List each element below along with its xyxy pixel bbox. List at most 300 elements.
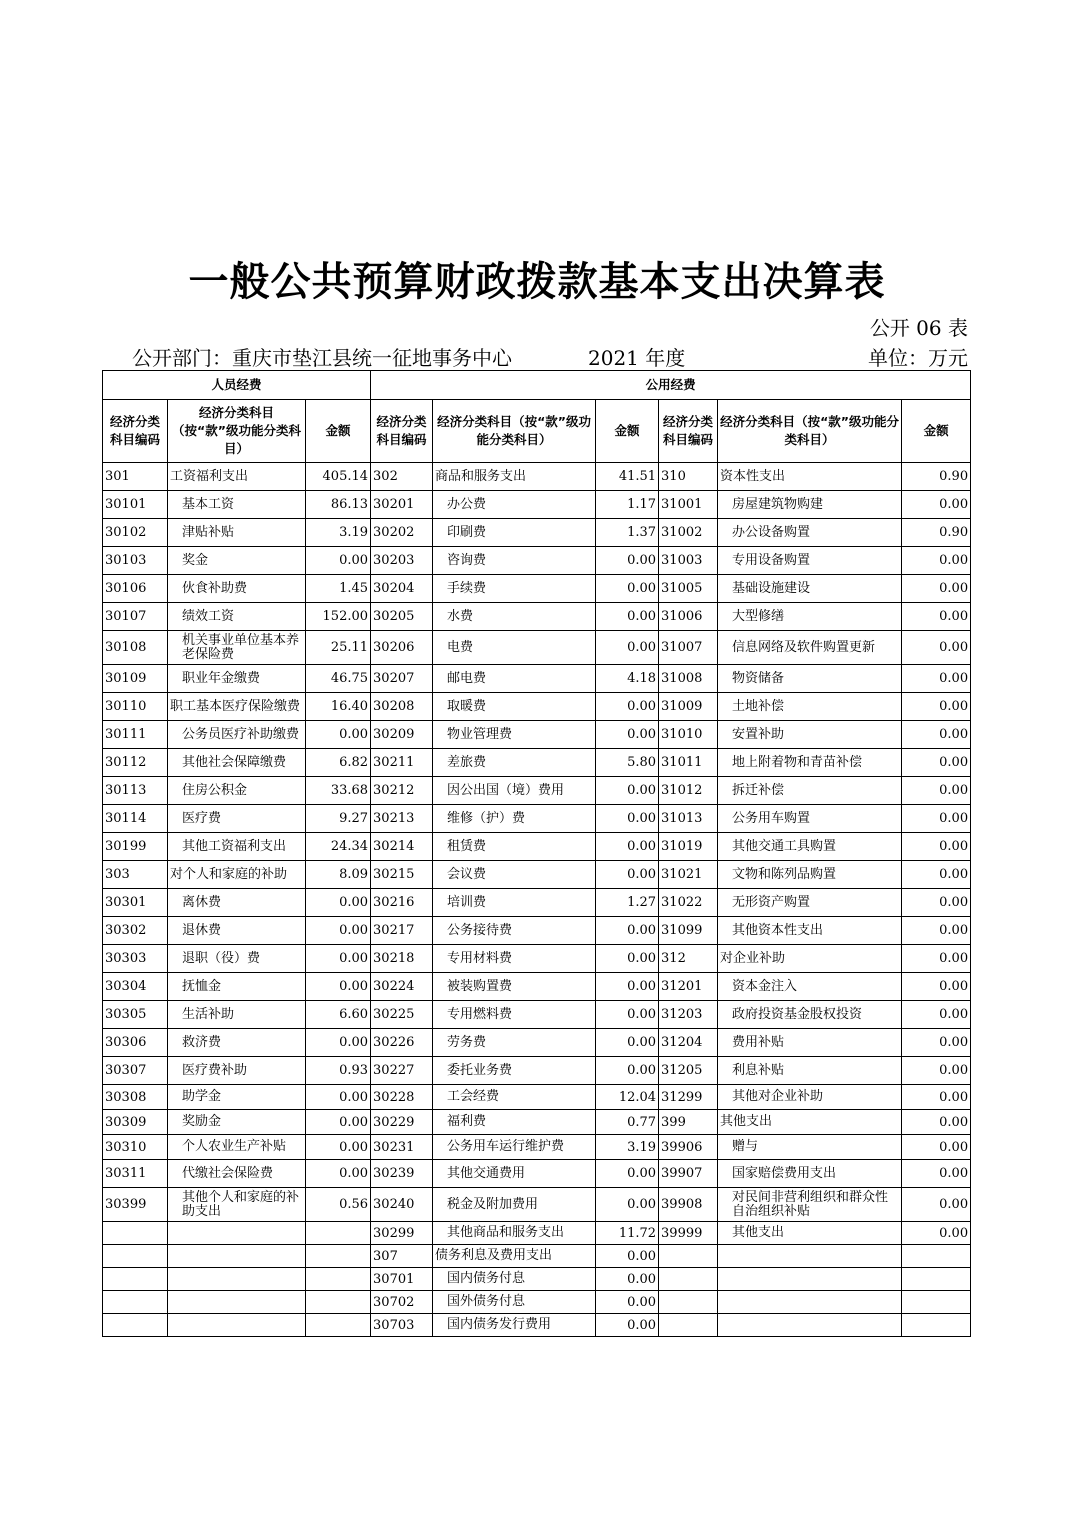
amount-cell: 0.00 [902, 805, 971, 833]
amount-cell: 0.00 [596, 631, 659, 665]
item-name-cell: 其他交通费用 [433, 1160, 596, 1188]
item-name-cell: 被装购置费 [433, 973, 596, 1001]
item-name-cell: 公务用车运行维护费 [433, 1135, 596, 1160]
code-cell: 301 [103, 463, 168, 491]
amount-cell: 0.00 [306, 721, 371, 749]
amount-cell: 0.93 [306, 1057, 371, 1085]
amount-cell: 0.00 [902, 721, 971, 749]
amount-cell: 0.00 [596, 1291, 659, 1314]
table-row [103, 917, 971, 945]
amount-cell: 0.00 [306, 973, 371, 1001]
col-header-amount: 金额 [306, 400, 371, 463]
item-name-cell: 土地补偿 [718, 693, 902, 721]
item-name-cell: 国内债务付息 [433, 1268, 596, 1291]
table-row [103, 1291, 971, 1314]
amount-cell: 0.00 [902, 547, 971, 575]
item-name-cell: 信息网络及软件购置更新 [718, 631, 902, 665]
item-name-cell: 对企业补助 [718, 945, 902, 973]
table-row [103, 1001, 971, 1029]
item-name-cell [718, 1268, 902, 1291]
amount-cell: 0.00 [596, 603, 659, 631]
item-name-cell: 其他工资福利支出 [168, 833, 306, 861]
amount-cell: 9.27 [306, 805, 371, 833]
code-cell: 30231 [371, 1135, 433, 1160]
code-cell: 30216 [371, 889, 433, 917]
item-name-cell: 大型修缮 [718, 603, 902, 631]
item-name-cell: 奖励金 [168, 1110, 306, 1135]
amount-cell: 25.11 [306, 631, 371, 665]
amount-cell: 3.19 [306, 519, 371, 547]
item-name-cell [168, 1291, 306, 1314]
code-cell: 31002 [659, 519, 718, 547]
amount-cell: 0.00 [306, 945, 371, 973]
amount-cell [306, 1268, 371, 1291]
item-name-cell: 其他支出 [718, 1222, 902, 1245]
item-name-cell: 个人农业生产补贴 [168, 1135, 306, 1160]
item-name-cell: 物资储备 [718, 665, 902, 693]
code-cell: 30201 [371, 491, 433, 519]
table-row [103, 1135, 971, 1160]
table-row [103, 575, 971, 603]
code-cell: 30311 [103, 1160, 168, 1188]
code-cell: 31205 [659, 1057, 718, 1085]
item-name-cell: 委托业务费 [433, 1057, 596, 1085]
code-cell: 399 [659, 1110, 718, 1135]
budget-table [102, 370, 971, 1337]
amount-cell: 0.00 [902, 777, 971, 805]
code-cell: 30204 [371, 575, 433, 603]
item-name-cell: 办公费 [433, 491, 596, 519]
item-name-cell: 对个人和家庭的补助 [168, 861, 306, 889]
amount-cell [306, 1314, 371, 1337]
code-cell: 30207 [371, 665, 433, 693]
item-name-cell: 基础设施建设 [718, 575, 902, 603]
code-cell: 30109 [103, 665, 168, 693]
code-cell: 30110 [103, 693, 168, 721]
amount-cell: 16.40 [306, 693, 371, 721]
item-name-cell: 邮电费 [433, 665, 596, 693]
amount-cell: 0.00 [596, 693, 659, 721]
item-name-cell: 离休费 [168, 889, 306, 917]
code-cell: 31299 [659, 1085, 718, 1110]
item-name-cell: 专用设备购置 [718, 547, 902, 575]
amount-cell: 0.90 [902, 463, 971, 491]
code-cell: 31099 [659, 917, 718, 945]
fiscal-year: 2021 年度 [588, 346, 686, 370]
amount-cell: 0.00 [596, 917, 659, 945]
code-cell: 30224 [371, 973, 433, 1001]
table-row [103, 519, 971, 547]
item-name-cell: 其他交通工具购置 [718, 833, 902, 861]
col-header-amount: 金额 [902, 400, 971, 463]
item-name-cell: 公务员医疗补助缴费 [168, 721, 306, 749]
item-name-cell: 债务利息及费用支出 [433, 1245, 596, 1268]
amount-cell: 0.00 [596, 1029, 659, 1057]
item-name-cell: 安置补助 [718, 721, 902, 749]
table-row [103, 721, 971, 749]
table-row [103, 1245, 971, 1268]
code-cell: 30215 [371, 861, 433, 889]
amount-cell: 0.00 [306, 1029, 371, 1057]
code-cell: 31021 [659, 861, 718, 889]
amount-cell: 152.00 [306, 603, 371, 631]
code-cell [103, 1222, 168, 1245]
code-cell: 30213 [371, 805, 433, 833]
code-cell: 31019 [659, 833, 718, 861]
table-row [103, 889, 971, 917]
item-name-cell: 物业管理费 [433, 721, 596, 749]
amount-cell: 0.00 [596, 1001, 659, 1029]
amount-cell: 1.37 [596, 519, 659, 547]
amount-cell: 0.00 [596, 805, 659, 833]
code-cell: 30302 [103, 917, 168, 945]
code-cell: 310 [659, 463, 718, 491]
code-cell [659, 1291, 718, 1314]
amount-cell: 0.00 [902, 603, 971, 631]
code-cell: 30101 [103, 491, 168, 519]
amount-cell: 0.00 [902, 665, 971, 693]
amount-cell: 0.00 [596, 547, 659, 575]
group-header-public: 公用经费 [371, 371, 971, 400]
amount-cell: 0.77 [596, 1110, 659, 1135]
item-name-cell [168, 1222, 306, 1245]
table-row [103, 603, 971, 631]
item-name-cell: 政府投资基金股权投资 [718, 1001, 902, 1029]
item-name-cell: 费用补贴 [718, 1029, 902, 1057]
code-cell: 302 [371, 463, 433, 491]
amount-cell: 12.04 [596, 1085, 659, 1110]
code-cell [659, 1314, 718, 1337]
code-cell: 30304 [103, 973, 168, 1001]
code-cell: 31022 [659, 889, 718, 917]
item-name-cell [718, 1314, 902, 1337]
amount-cell: 0.00 [902, 1135, 971, 1160]
amount-cell: 0.00 [596, 1245, 659, 1268]
table-row [103, 463, 971, 491]
col-header-code: 经济分类科目编码 [103, 400, 168, 463]
table-row [103, 749, 971, 777]
code-cell: 30299 [371, 1222, 433, 1245]
code-cell: 30306 [103, 1029, 168, 1057]
amount-cell: 1.27 [596, 889, 659, 917]
amount-cell: 0.00 [902, 631, 971, 665]
table-row [103, 777, 971, 805]
item-name-cell: 商品和服务支出 [433, 463, 596, 491]
amount-cell: 0.00 [902, 889, 971, 917]
table-row [103, 945, 971, 973]
amount-cell [306, 1222, 371, 1245]
amount-cell: 0.00 [306, 547, 371, 575]
code-cell: 30218 [371, 945, 433, 973]
amount-cell: 0.00 [306, 917, 371, 945]
item-name-cell: 资本性支出 [718, 463, 902, 491]
item-name-cell: 印刷费 [433, 519, 596, 547]
code-cell: 31013 [659, 805, 718, 833]
amount-cell: 0.00 [306, 889, 371, 917]
code-cell: 30305 [103, 1001, 168, 1029]
code-cell: 30208 [371, 693, 433, 721]
item-name-cell: 培训费 [433, 889, 596, 917]
amount-cell: 0.00 [596, 861, 659, 889]
table-row [103, 1268, 971, 1291]
item-name-cell: 津贴补贴 [168, 519, 306, 547]
item-name-cell: 基本工资 [168, 491, 306, 519]
code-cell: 30702 [371, 1291, 433, 1314]
item-name-cell: 拆迁补偿 [718, 777, 902, 805]
code-cell: 30203 [371, 547, 433, 575]
item-name-cell [718, 1291, 902, 1314]
code-cell: 39907 [659, 1160, 718, 1188]
code-cell: 31009 [659, 693, 718, 721]
code-cell: 39999 [659, 1222, 718, 1245]
amount-cell: 0.00 [596, 945, 659, 973]
amount-cell: 5.80 [596, 749, 659, 777]
amount-cell: 0.00 [902, 945, 971, 973]
item-name-cell: 劳务费 [433, 1029, 596, 1057]
item-name-cell: 取暖费 [433, 693, 596, 721]
amount-cell: 33.68 [306, 777, 371, 805]
item-name-cell: 国家赔偿费用支出 [718, 1160, 902, 1188]
amount-cell: 0.00 [902, 917, 971, 945]
item-name-cell: 工资福利支出 [168, 463, 306, 491]
table-row [103, 631, 971, 665]
code-cell: 30217 [371, 917, 433, 945]
amount-cell: 86.13 [306, 491, 371, 519]
table-row [103, 1029, 971, 1057]
item-name-cell: 地上附着物和青苗补偿 [718, 749, 902, 777]
col-header-amount: 金额 [596, 400, 659, 463]
code-cell: 30301 [103, 889, 168, 917]
item-name-cell [168, 1245, 306, 1268]
item-name-cell: 绩效工资 [168, 603, 306, 631]
code-cell: 31008 [659, 665, 718, 693]
code-cell: 30112 [103, 749, 168, 777]
item-name-cell: 租赁费 [433, 833, 596, 861]
code-cell: 31204 [659, 1029, 718, 1057]
item-name-cell: 公务接待费 [433, 917, 596, 945]
amount-cell: 1.45 [306, 575, 371, 603]
code-cell [103, 1245, 168, 1268]
code-cell: 30703 [371, 1314, 433, 1337]
item-name-cell: 住房公积金 [168, 777, 306, 805]
item-name-cell: 对民间非营利组织和群众性自治组织补贴 [718, 1188, 902, 1222]
code-cell [103, 1291, 168, 1314]
col-header-name: 经济分类科目（按“款”级功能分类科目） [718, 400, 902, 463]
code-cell: 30239 [371, 1160, 433, 1188]
table-body [103, 463, 971, 1337]
table-row [103, 693, 971, 721]
code-cell: 30214 [371, 833, 433, 861]
code-cell: 31003 [659, 547, 718, 575]
item-name-cell: 其他商品和服务支出 [433, 1222, 596, 1245]
code-cell: 30103 [103, 547, 168, 575]
code-cell: 30399 [103, 1188, 168, 1222]
item-name-cell: 国内债务发行费用 [433, 1314, 596, 1337]
item-name-cell: 其他社会保障缴费 [168, 749, 306, 777]
code-cell: 312 [659, 945, 718, 973]
item-name-cell: 水费 [433, 603, 596, 631]
item-name-cell: 抚恤金 [168, 973, 306, 1001]
item-name-cell [168, 1268, 306, 1291]
amount-cell: 3.19 [596, 1135, 659, 1160]
code-cell: 30309 [103, 1110, 168, 1135]
table-row [103, 1188, 971, 1222]
col-header-code: 经济分类科目编码 [371, 400, 433, 463]
table-row [103, 1085, 971, 1110]
amount-cell: 0.00 [306, 1135, 371, 1160]
amount-cell: 0.00 [306, 1085, 371, 1110]
table-row [103, 861, 971, 889]
table-row [103, 973, 971, 1001]
code-cell: 30102 [103, 519, 168, 547]
item-name-cell: 职业年金缴费 [168, 665, 306, 693]
amount-cell [306, 1291, 371, 1314]
code-cell: 30308 [103, 1085, 168, 1110]
item-name-cell: 职工基本医疗保险缴费 [168, 693, 306, 721]
code-cell: 30113 [103, 777, 168, 805]
code-cell: 30111 [103, 721, 168, 749]
amount-cell [902, 1245, 971, 1268]
item-name-cell: 助学金 [168, 1085, 306, 1110]
code-cell: 31012 [659, 777, 718, 805]
amount-cell [306, 1245, 371, 1268]
item-name-cell: 退职（役）费 [168, 945, 306, 973]
page-title: 一般公共预算财政拨款基本支出决算表 [188, 259, 886, 305]
code-cell: 30228 [371, 1085, 433, 1110]
item-name-cell: 赠与 [718, 1135, 902, 1160]
item-name-cell: 税金及附加费用 [433, 1188, 596, 1222]
item-name-cell: 无形资产购置 [718, 889, 902, 917]
code-cell: 30227 [371, 1057, 433, 1085]
item-name-cell: 其他个人和家庭的补助支出 [168, 1188, 306, 1222]
item-name-cell: 救济费 [168, 1029, 306, 1057]
amount-cell: 24.34 [306, 833, 371, 861]
code-cell: 39906 [659, 1135, 718, 1160]
code-cell [659, 1245, 718, 1268]
item-name-cell: 医疗费补助 [168, 1057, 306, 1085]
amount-cell: 1.17 [596, 491, 659, 519]
code-cell: 30226 [371, 1029, 433, 1057]
amount-cell: 0.00 [596, 575, 659, 603]
amount-cell: 0.00 [596, 973, 659, 1001]
item-name-cell: 因公出国（境）费用 [433, 777, 596, 805]
amount-cell: 0.00 [596, 833, 659, 861]
col-header-name: 经济分类科目（按“款”级功能分类科目） [433, 400, 596, 463]
form-number: 公开 06 表 [869, 316, 968, 340]
code-cell: 31005 [659, 575, 718, 603]
item-name-cell: 其他支出 [718, 1110, 902, 1135]
table-row [103, 1057, 971, 1085]
amount-cell: 6.60 [306, 1001, 371, 1029]
code-cell: 307 [371, 1245, 433, 1268]
table-row [103, 547, 971, 575]
item-name-cell: 手续费 [433, 575, 596, 603]
item-name-cell: 专用燃料费 [433, 1001, 596, 1029]
table-row [103, 1160, 971, 1188]
item-name-cell: 代缴社会保险费 [168, 1160, 306, 1188]
amount-cell [902, 1314, 971, 1337]
amount-cell: 6.82 [306, 749, 371, 777]
item-name-cell: 机关事业单位基本养老保险费 [168, 631, 306, 665]
table-row [103, 1110, 971, 1135]
amount-cell: 0.00 [902, 693, 971, 721]
amount-cell: 0.00 [596, 1314, 659, 1337]
amount-cell: 0.00 [902, 1188, 971, 1222]
table-row [103, 833, 971, 861]
item-name-cell: 房屋建筑物购建 [718, 491, 902, 519]
table-row [103, 491, 971, 519]
item-name-cell: 医疗费 [168, 805, 306, 833]
item-name-cell: 会议费 [433, 861, 596, 889]
item-name-cell: 工会经费 [433, 1085, 596, 1110]
amount-cell [902, 1291, 971, 1314]
amount-cell: 0.90 [902, 519, 971, 547]
amount-cell: 0.00 [902, 491, 971, 519]
code-cell: 30106 [103, 575, 168, 603]
item-name-cell: 其他资本性支出 [718, 917, 902, 945]
amount-cell: 0.56 [306, 1188, 371, 1222]
table-row [103, 805, 971, 833]
item-name-cell: 咨询费 [433, 547, 596, 575]
amount-cell: 41.51 [596, 463, 659, 491]
amount-cell: 46.75 [306, 665, 371, 693]
item-name-cell: 维修（护）费 [433, 805, 596, 833]
item-name-cell: 利息补贴 [718, 1057, 902, 1085]
amount-cell: 0.00 [596, 1160, 659, 1188]
code-cell: 31010 [659, 721, 718, 749]
amount-cell: 0.00 [902, 973, 971, 1001]
item-name-cell: 福利费 [433, 1110, 596, 1135]
unit-label: 单位：万元 [868, 346, 968, 370]
item-name-cell: 专用材料费 [433, 945, 596, 973]
item-name-cell [718, 1245, 902, 1268]
code-cell: 39908 [659, 1188, 718, 1222]
amount-cell: 0.00 [902, 833, 971, 861]
code-cell [659, 1268, 718, 1291]
col-header-code: 经济分类科目编码 [659, 400, 718, 463]
item-name-cell: 奖金 [168, 547, 306, 575]
code-cell: 30108 [103, 631, 168, 665]
code-cell: 303 [103, 861, 168, 889]
amount-cell: 0.00 [902, 749, 971, 777]
amount-cell: 0.00 [596, 721, 659, 749]
amount-cell: 0.00 [902, 1110, 971, 1135]
group-header-personnel: 人员经费 [103, 371, 371, 400]
item-name-cell: 伙食补助费 [168, 575, 306, 603]
item-name-cell: 电费 [433, 631, 596, 665]
code-cell [103, 1314, 168, 1337]
code-cell: 30310 [103, 1135, 168, 1160]
department-label: 公开部门：重庆市垫江县统一征地事务中心 [132, 346, 512, 370]
amount-cell: 0.00 [306, 1110, 371, 1135]
amount-cell: 0.00 [596, 1057, 659, 1085]
amount-cell: 4.18 [596, 665, 659, 693]
item-name-cell: 差旅费 [433, 749, 596, 777]
code-cell: 30209 [371, 721, 433, 749]
code-cell: 30303 [103, 945, 168, 973]
code-cell: 30202 [371, 519, 433, 547]
amount-cell: 0.00 [902, 1001, 971, 1029]
code-cell: 30107 [103, 603, 168, 631]
table-row [103, 1222, 971, 1245]
code-cell: 31001 [659, 491, 718, 519]
item-name-cell: 公务用车购置 [718, 805, 902, 833]
code-cell: 30229 [371, 1110, 433, 1135]
code-cell: 30211 [371, 749, 433, 777]
item-name-cell: 其他对企业补助 [718, 1085, 902, 1110]
code-cell: 31011 [659, 749, 718, 777]
code-cell: 31007 [659, 631, 718, 665]
